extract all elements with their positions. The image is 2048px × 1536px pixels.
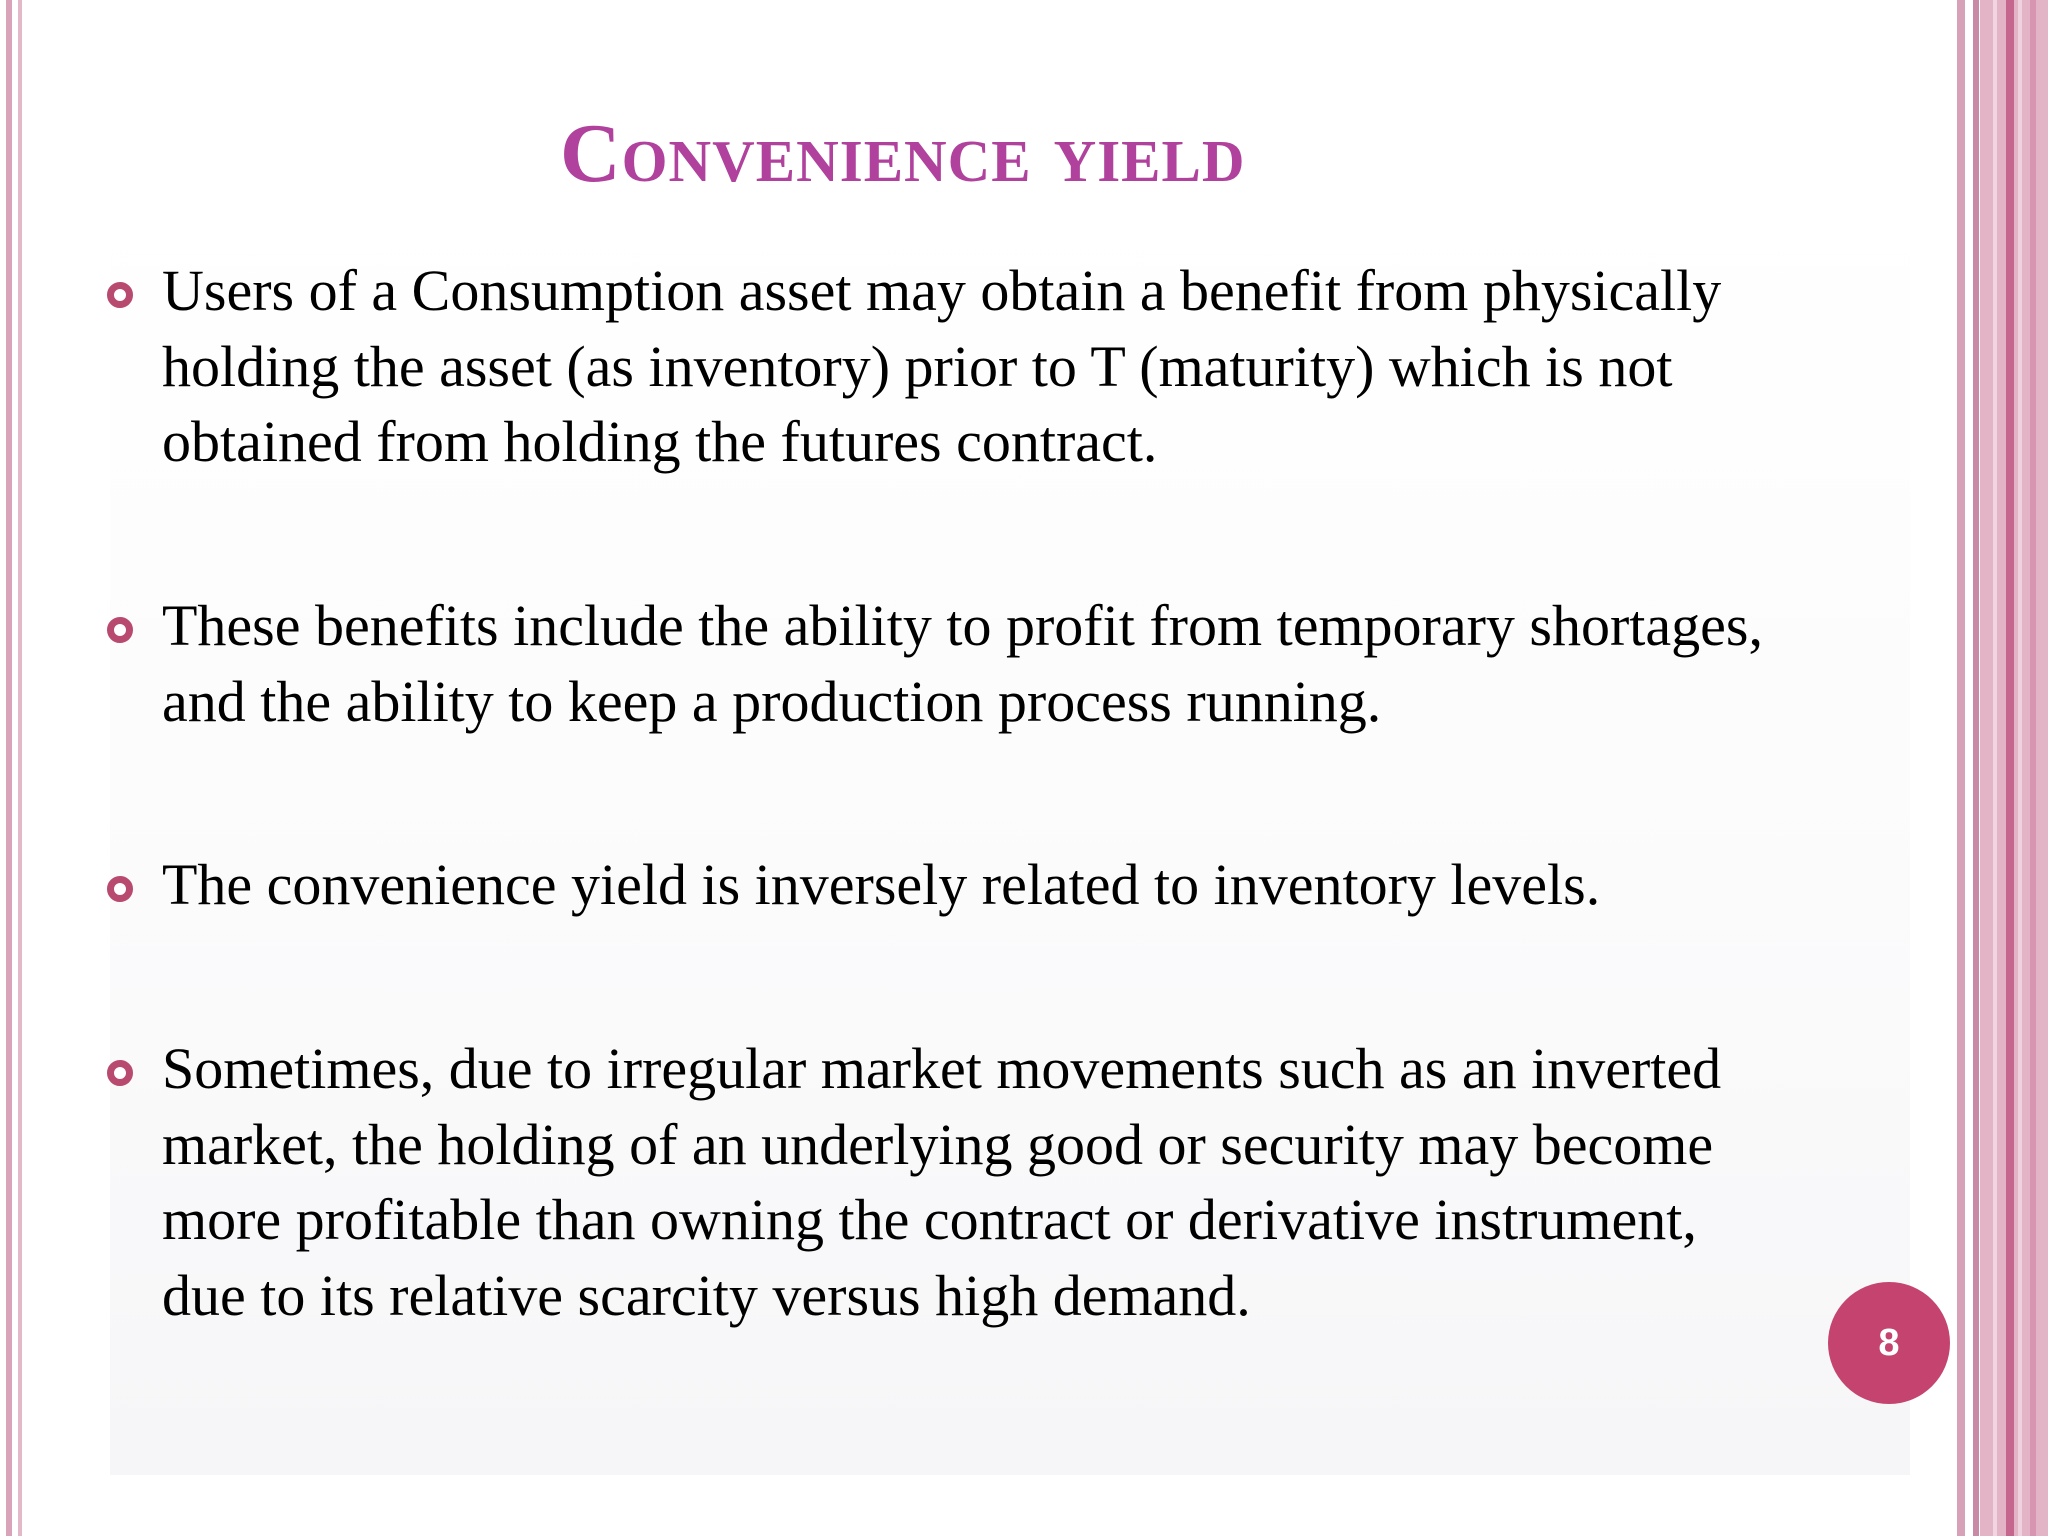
bullet-text: Users of a Consumption asset may obtain a benefit from physically holding the asset (as inventory) prior to T (maturity) which is not obtained from holding the futures contract. [162,258,1722,474]
hollow-circle-icon [107,617,133,643]
hollow-circle-icon [107,282,133,308]
page-number-badge: 8 [1828,1282,1950,1404]
slide-title: Convenience yield [560,107,1246,200]
hollow-circle-icon [107,1060,133,1086]
bullet-text: Sometimes, due to irregular market movements such as an inverted market, the holding of an underlying good or security may become more profitable than owning the contract or derivative instrument, due to its relative scarcity versus high demand. [162,1036,1722,1328]
hollow-circle-icon [107,876,133,902]
bullet-text: The convenience yield is inversely related to inventory levels. [162,852,1601,917]
bullet-text: These benefits include the ability to profit from temporary shortages, and the ability to keep a production process running. [162,593,1763,734]
